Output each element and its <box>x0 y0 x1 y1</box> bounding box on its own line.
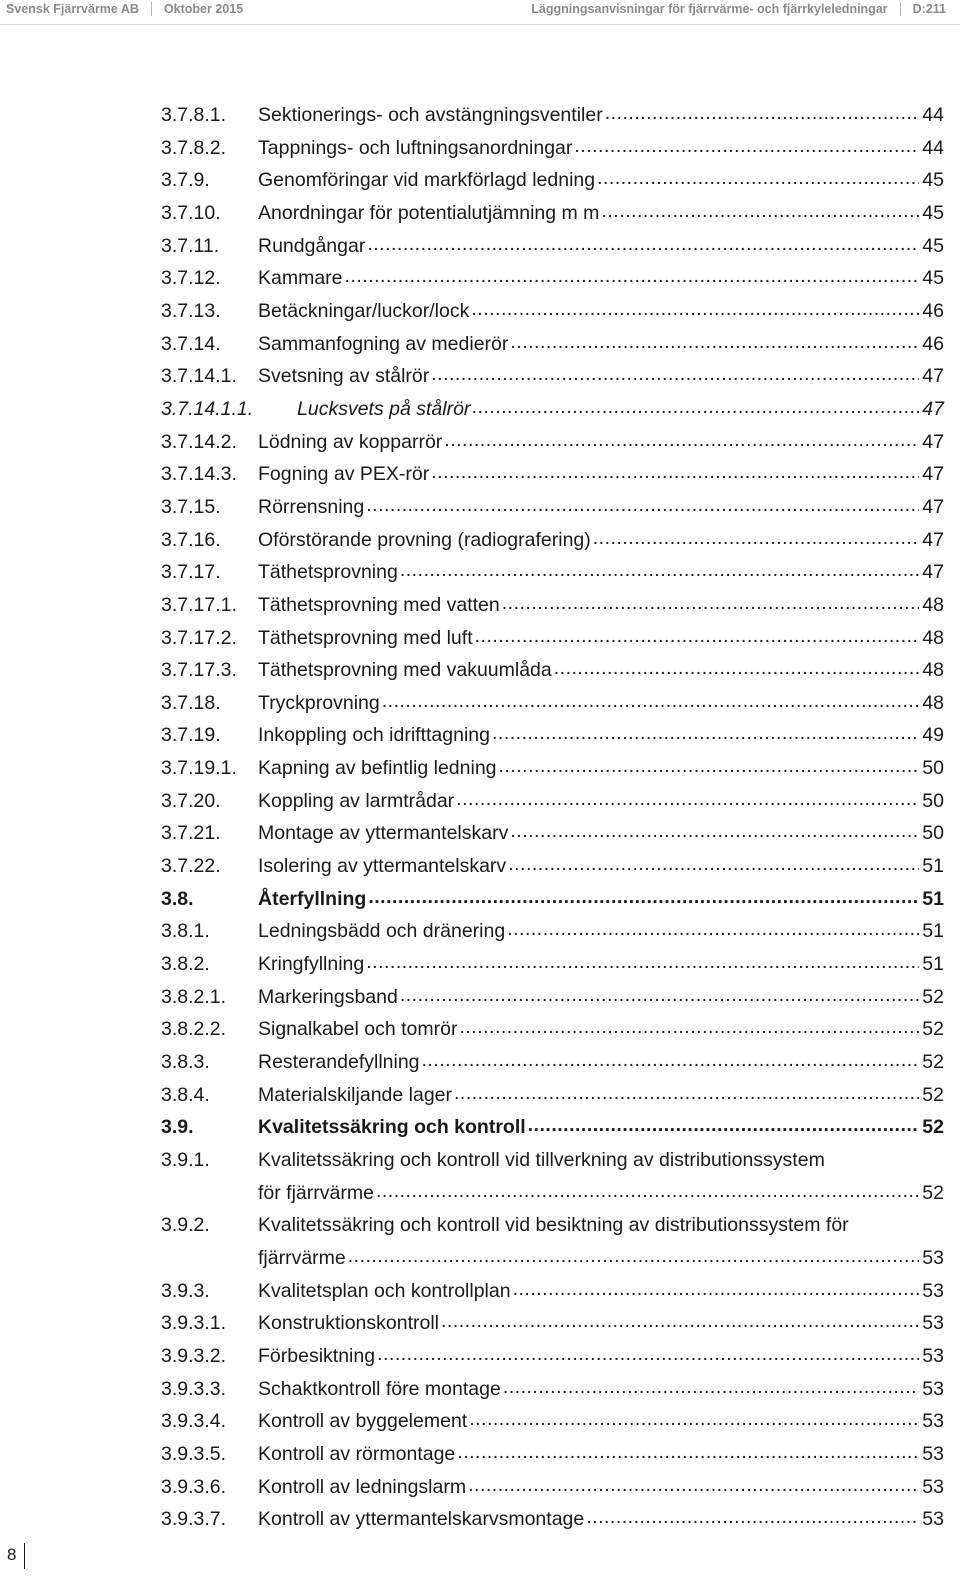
toc-entry-title: Tappnings- och luftningsanordningar <box>258 136 573 159</box>
toc-entry-page: 48 <box>922 626 944 649</box>
dot-leader <box>444 424 919 446</box>
dot-leader <box>492 717 919 739</box>
toc-entry-title: Täthetsprovning med vatten <box>258 593 500 616</box>
toc-entry-number: 3.7.14.1.1. <box>161 397 254 420</box>
toc-entry-title: Signalkabel och tomrör <box>258 1018 458 1041</box>
toc-entry-title: Sammanfogning av medierör <box>258 332 509 355</box>
toc-entry-page: 47 <box>922 561 944 584</box>
toc-entry[interactable] <box>161 1209 944 1274</box>
header-doc-id: D:211 <box>912 2 946 16</box>
dot-leader <box>510 815 919 837</box>
toc-entry-number: 3.9. <box>161 1116 194 1139</box>
toc-entry-number: 3.8.1. <box>161 920 210 943</box>
toc-entry[interactable] <box>161 1144 944 1209</box>
toc-entry-number: 3.8.2.2. <box>161 1018 227 1041</box>
dot-leader <box>366 489 919 511</box>
toc-entry[interactable] <box>161 1013 944 1046</box>
header-separator <box>900 2 901 16</box>
toc-entry-page: 51 <box>922 920 944 943</box>
toc-entry-page: 44 <box>922 136 944 159</box>
toc-entry[interactable] <box>161 1405 944 1438</box>
toc-entry[interactable] <box>161 1438 944 1471</box>
toc-entry[interactable] <box>161 524 944 557</box>
toc-entry-title: Markeringsband <box>258 985 398 1008</box>
header-doc-title: Läggningsanvisningar för fjärrvärme- och fjärrkyleledningar <box>531 2 888 16</box>
toc-entry-number: 3.7.20. <box>161 789 221 812</box>
toc-entry-number: 3.7.8.2. <box>161 136 227 159</box>
footer-rule <box>24 1543 25 1569</box>
toc-entry-page: 45 <box>922 201 944 224</box>
toc-entry-title: Täthetsprovning <box>258 561 398 584</box>
toc-entry-page: 47 <box>922 397 944 420</box>
toc-entry[interactable] <box>161 1046 944 1079</box>
toc-entry-page: 51 <box>922 855 944 878</box>
toc-entry-title: Tryckprovning <box>258 691 380 714</box>
toc-entry-number: 3.9.3.6. <box>161 1475 227 1498</box>
toc-entry-number: 3.7.17. <box>161 561 221 584</box>
toc-entry[interactable] <box>161 393 944 426</box>
toc-entry-number: 3.7.8.1. <box>161 104 227 126</box>
toc-entry-number: 3.7.17.3. <box>161 659 237 682</box>
toc-entry-number: 3.7.21. <box>161 822 221 845</box>
toc-entry-title: Inkoppling och idrifttagning <box>258 724 490 747</box>
toc-entry-page: 47 <box>922 430 944 453</box>
toc-entry[interactable] <box>161 295 944 328</box>
toc-entry-number: 3.9.3.3. <box>161 1377 227 1400</box>
toc-entry[interactable] <box>161 1340 944 1373</box>
toc-entry-title: Betäckningar/luckor/lock <box>258 299 470 322</box>
toc-entry-title: Täthetsprovning med vakuumlåda <box>258 659 552 682</box>
toc-entry-number: 3.7.9. <box>161 169 210 192</box>
toc-entry-title: Täthetsprovning med luft <box>258 626 473 649</box>
toc-entry-page: 53 <box>922 1475 944 1498</box>
toc-entry-title: Kammare <box>258 267 343 290</box>
toc-entry-page: 52 <box>922 1083 944 1106</box>
page-number: 8 <box>7 1545 17 1564</box>
toc-entry-title: fjärrvärme <box>258 1246 346 1269</box>
toc-entry-number: 3.9.3.5. <box>161 1442 227 1465</box>
toc-entry-page: 47 <box>922 495 944 518</box>
toc-entry-title: Koppling av larmtrådar <box>258 789 455 812</box>
header-date: Oktober 2015 <box>163 2 244 16</box>
dot-leader <box>574 130 919 152</box>
toc-entry-page: 53 <box>922 1442 944 1465</box>
toc-entry-number: 3.9.1. <box>161 1149 210 1171</box>
toc-entry[interactable] <box>161 1275 944 1308</box>
dot-leader <box>468 1469 919 1491</box>
toc-entry-number: 3.8.2. <box>161 953 210 976</box>
toc-entry-title: Sektionerings- och avstängningsventiler <box>258 104 603 126</box>
dot-leader <box>377 1338 919 1360</box>
toc-entry-title: Kringfyllning <box>258 953 365 976</box>
toc-entry[interactable] <box>161 752 944 785</box>
toc-entry-page: 47 <box>922 463 944 486</box>
toc-entry-page: 52 <box>922 1051 944 1074</box>
toc-entry-page: 53 <box>922 1377 944 1400</box>
toc-entry-title: Montage av yttermantelskarv <box>258 822 509 845</box>
toc-entry-page: 53 <box>922 1246 944 1269</box>
toc-entry-title: Kvalitetssäkring och kontroll <box>258 1116 526 1139</box>
header-company: Svensk Fjärrvärme AB <box>6 2 139 16</box>
toc-entry[interactable] <box>161 948 944 981</box>
toc-entry[interactable] <box>161 915 944 948</box>
toc-entry[interactable] <box>161 328 944 361</box>
dot-leader <box>472 391 919 413</box>
dot-leader <box>456 783 919 805</box>
toc-entry-number: 3.7.13. <box>161 299 221 322</box>
dot-leader <box>367 228 919 250</box>
dot-leader <box>471 293 919 315</box>
toc-entry-title: Rörrensning <box>258 495 365 518</box>
toc-entry-title: Lödning av kopparrör <box>258 430 443 453</box>
toc-entry[interactable] <box>161 556 944 589</box>
toc-entry-number: 3.7.17.2. <box>161 626 237 649</box>
dot-leader <box>510 326 919 348</box>
dot-leader <box>503 1371 919 1393</box>
toc-entry-page: 52 <box>922 1181 944 1204</box>
toc-entry-title: Kvalitetsplan och kontrollplan <box>258 1279 511 1302</box>
toc-entry[interactable] <box>161 491 944 524</box>
dot-leader <box>469 1403 919 1425</box>
toc-entry-page: 53 <box>922 1410 944 1433</box>
toc-entry-title: Fogning av PEX-rör <box>258 463 430 486</box>
dot-leader <box>431 358 919 380</box>
dot-leader <box>431 456 919 478</box>
toc-entry-title: Anordningar för potentialutjämning m m <box>258 201 600 224</box>
toc-entry[interactable] <box>161 1373 944 1406</box>
toc-entry-title: Isolering av yttermantelskarv <box>258 855 507 878</box>
dot-leader <box>345 260 919 282</box>
toc-entry-page: 45 <box>922 234 944 257</box>
toc-entry[interactable] <box>161 1111 944 1144</box>
toc-entry-page: 51 <box>922 953 944 976</box>
toc-entry-title: Genomföringar vid markförlagd ledning <box>258 169 596 192</box>
toc-entry-number: 3.7.12. <box>161 267 221 290</box>
dot-leader <box>454 1077 919 1099</box>
toc-entry[interactable] <box>161 1307 944 1340</box>
toc-entry[interactable] <box>161 262 944 295</box>
toc-entry[interactable] <box>161 981 944 1014</box>
dot-leader <box>348 1240 919 1262</box>
toc-entry-number: 3.9.3.2. <box>161 1344 227 1367</box>
toc-entry[interactable] <box>161 785 944 818</box>
header-separator <box>151 2 152 16</box>
dot-leader <box>475 620 919 642</box>
dot-leader <box>502 587 919 609</box>
toc-entry[interactable] <box>161 719 944 752</box>
toc-entry-number: 3.7.19.1. <box>161 757 237 780</box>
toc-entry-number: 3.7.17.1. <box>161 593 237 616</box>
dot-leader <box>400 979 919 1001</box>
dot-leader <box>441 1305 919 1327</box>
toc-entry-number: 3.9.3.7. <box>161 1508 227 1531</box>
toc-entry-number: 3.7.18. <box>161 691 221 714</box>
toc-entry-title: Konstruktionskontroll <box>258 1312 440 1335</box>
toc-entry-number: 3.9.3.4. <box>161 1410 227 1433</box>
toc-entry[interactable] <box>161 99 944 132</box>
toc-entry-number: 3.7.22. <box>161 855 221 878</box>
toc-entry-title: Schaktkontroll före montage <box>258 1377 501 1400</box>
toc-entry-page: 52 <box>922 1116 944 1139</box>
toc-entry-title: Kontroll av byggelement <box>258 1410 468 1433</box>
dot-leader <box>499 750 919 772</box>
toc-entry-number: 3.8.2.1. <box>161 985 227 1008</box>
toc-entry-page: 53 <box>922 1344 944 1367</box>
toc-entry-page: 48 <box>922 691 944 714</box>
toc-entry-page: 44 <box>922 104 944 126</box>
toc-entry[interactable] <box>161 883 944 916</box>
toc-entry-page: 46 <box>922 299 944 322</box>
toc-entry[interactable] <box>161 589 944 622</box>
toc-entry[interactable] <box>161 458 944 491</box>
dot-leader <box>597 162 919 184</box>
dot-leader <box>422 1044 919 1066</box>
toc-entry[interactable] <box>161 197 944 230</box>
dot-leader <box>508 848 919 870</box>
toc-entry-title: Återfyllning <box>258 887 367 910</box>
toc-entry[interactable] <box>161 817 944 850</box>
toc-entry[interactable] <box>161 850 944 883</box>
toc-entry-page: 45 <box>922 267 944 290</box>
toc-entry-title: Kontroll av rörmontage <box>258 1442 456 1465</box>
table-of-contents <box>161 99 944 1536</box>
dot-leader <box>593 522 919 544</box>
toc-entry[interactable] <box>161 1471 944 1504</box>
toc-entry[interactable] <box>161 622 944 655</box>
toc-entry-number: 3.8.3. <box>161 1051 210 1074</box>
dot-leader <box>382 685 919 707</box>
toc-entry-number: 3.7.14.2. <box>161 430 237 453</box>
toc-entry-page: 49 <box>922 724 944 747</box>
toc-entry-title: Materialskiljande lager <box>258 1083 453 1106</box>
toc-entry-number: 3.8.4. <box>161 1083 210 1106</box>
dot-leader <box>459 1011 919 1033</box>
toc-entry-title-first-line: Kvalitetssäkring och kontroll vid tillverkning av distributionssystem <box>258 1149 825 1171</box>
dot-leader <box>507 913 919 935</box>
toc-entry-number: 3.7.15. <box>161 495 221 518</box>
toc-entry-page: 50 <box>922 789 944 812</box>
toc-entry-number: 3.9.2. <box>161 1214 210 1237</box>
toc-entry-title: Rundgångar <box>258 234 366 257</box>
toc-entry[interactable] <box>161 1079 944 1112</box>
toc-entry-number: 3.7.14.3. <box>161 463 237 486</box>
toc-entry-title: Lucksvets på stålrör <box>297 397 471 420</box>
toc-entry-title: Resterandefyllning <box>258 1051 420 1074</box>
dot-leader <box>586 1501 919 1523</box>
toc-entry-title: Svetsning av stålrör <box>258 365 430 388</box>
toc-entry-page: 53 <box>922 1508 944 1531</box>
toc-entry-number: 3.7.11. <box>161 234 220 257</box>
toc-entry-page: 47 <box>922 528 944 551</box>
toc-entry-page: 48 <box>922 593 944 616</box>
dot-leader <box>554 652 919 674</box>
dot-leader <box>513 1273 919 1295</box>
toc-entry-page: 53 <box>922 1279 944 1302</box>
toc-entry-number: 3.7.10. <box>161 201 221 224</box>
toc-entry-title: för fjärrvärme <box>258 1181 374 1204</box>
dot-leader <box>601 195 919 217</box>
toc-entry-page: 52 <box>922 1018 944 1041</box>
toc-entry-number: 3.7.19. <box>161 724 221 747</box>
dot-leader <box>376 1175 919 1197</box>
toc-entry-title: Kontroll av ledningslarm <box>258 1475 467 1498</box>
toc-entry-number: 3.7.14.1. <box>161 365 237 388</box>
toc-entry-number: 3.7.14. <box>161 332 221 355</box>
toc-entry[interactable] <box>161 1503 944 1536</box>
toc-entry-title: Kontroll av yttermantelskarvsmontage <box>258 1508 585 1531</box>
toc-entry-page: 50 <box>922 822 944 845</box>
dot-leader <box>400 554 919 576</box>
toc-entry-title: Ledningsbädd och dränering <box>258 920 506 943</box>
toc-entry-page: 52 <box>922 985 944 1008</box>
toc-entry-page: 53 <box>922 1312 944 1335</box>
toc-entry-page: 45 <box>922 169 944 192</box>
toc-entry-page: 47 <box>922 365 944 388</box>
toc-entry-page: 50 <box>922 757 944 780</box>
toc-entry-page: 51 <box>922 887 944 910</box>
toc-entry-page: 48 <box>922 659 944 682</box>
header-rule <box>0 24 960 25</box>
toc-entry-number: 3.9.3.1. <box>161 1312 227 1335</box>
dot-leader <box>457 1436 919 1458</box>
dot-leader <box>528 1109 919 1131</box>
toc-entry[interactable] <box>161 687 944 720</box>
toc-entry-number: 3.8. <box>161 887 194 910</box>
page-header <box>6 0 946 18</box>
toc-entry-page: 46 <box>922 332 944 355</box>
dot-leader <box>368 881 919 903</box>
toc-entry-title: Kapning av befintlig ledning <box>258 757 497 780</box>
dot-leader <box>605 97 919 119</box>
toc-entry[interactable] <box>161 164 944 197</box>
toc-entry-number: 3.9.3. <box>161 1279 210 1302</box>
toc-entry[interactable] <box>161 230 944 263</box>
toc-entry[interactable] <box>161 132 944 165</box>
toc-entry-title-first-line: Kvalitetssäkring och kontroll vid besiktning av distributionssystem för <box>258 1214 849 1237</box>
toc-entry-title: Förbesiktning <box>258 1344 376 1367</box>
dot-leader <box>366 946 919 968</box>
toc-entry[interactable] <box>161 426 944 459</box>
toc-entry-number: 3.7.16. <box>161 528 221 551</box>
toc-entry[interactable] <box>161 654 944 687</box>
toc-entry[interactable] <box>161 360 944 393</box>
toc-entry-title: Oförstörande provning (radiografering) <box>258 528 591 551</box>
